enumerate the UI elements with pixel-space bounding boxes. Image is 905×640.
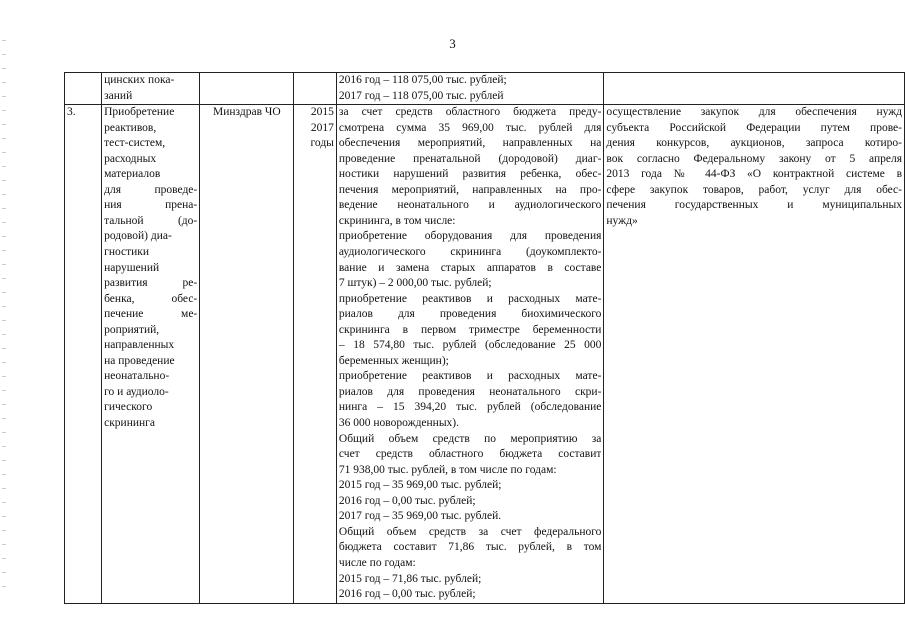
text-line: приобретение оборудования для проведения	[338, 230, 602, 243]
edge-mark	[2, 544, 6, 545]
text-line: 71 938,00 тыс. рублей, в том числе по годам:	[338, 463, 557, 476]
table-row-3	[65, 105, 905, 604]
text-line: реактивов,	[104, 121, 157, 134]
text-line: 2016 год – 118 075,00 тыс. рублей;	[338, 74, 507, 86]
text-line: приобретение реактивов и расходных мате-	[338, 370, 602, 383]
text-line: тест-систем,	[104, 137, 166, 150]
edge-mark	[2, 138, 6, 139]
edge-mark	[2, 348, 6, 349]
text-line: годы	[310, 137, 334, 150]
text-line: направленных	[104, 339, 175, 352]
text-line: 36 000 новорожденных).	[338, 417, 460, 430]
edge-mark	[2, 362, 6, 363]
edge-mark	[2, 110, 6, 111]
edge-mark	[2, 446, 6, 447]
text-line: субъекта Российской Федерации путем прове-	[606, 121, 902, 134]
edge-mark	[2, 152, 6, 153]
text-line: ведение неонатального и аудиологического	[338, 199, 602, 212]
measures-table	[64, 72, 905, 604]
edge-mark	[2, 390, 6, 391]
edge-mark	[2, 418, 6, 419]
text-line: печения государственных и муниципальных	[606, 199, 902, 212]
edge-mark	[2, 572, 6, 573]
edge-mark	[2, 54, 6, 55]
text-line: риалов для проведения биохимического	[338, 308, 602, 321]
text-line: печения мероприятий, направленных на про-	[338, 183, 602, 196]
text-line: проведение пренатальной (дородовой) диаг-	[338, 152, 602, 165]
text-line: бюджета составит 71,86 тыс. рублей, в том	[338, 541, 602, 554]
text-line: расходных	[104, 152, 157, 165]
text-line: за счет средств областного бюджета преду-	[338, 106, 602, 119]
edge-mark	[2, 488, 6, 489]
text-line: смотрена сумма 35 969,00 тыс. рублей для	[338, 121, 602, 134]
edge-mark	[2, 278, 6, 279]
edge-mark	[2, 376, 6, 377]
edge-mark	[2, 530, 6, 531]
text-line: на проведение	[104, 354, 175, 367]
edge-mark	[2, 474, 6, 475]
edge-mark	[2, 180, 6, 181]
text-line: аудиологического скрининга (доукомплекто-	[338, 246, 602, 259]
text-line: 2015 год – 35 969,00 тыс. рублей;	[338, 479, 502, 492]
text-line: риалов для проведения неонатального скри-	[338, 385, 602, 398]
text-line: дения конкурсов, аукционов, запроса котиро-	[606, 137, 902, 150]
text-line: Общий объем средств за счет федерального	[338, 525, 602, 538]
edge-mark	[2, 96, 6, 97]
text-line: вание и замена старых аппаратов в составе	[338, 261, 602, 274]
scan-edge-marks	[2, 40, 8, 600]
text-line: беременных женщин);	[338, 354, 449, 367]
edge-mark	[2, 404, 6, 405]
text-line: 2015	[310, 106, 334, 119]
cell-details	[336, 105, 604, 604]
edge-mark	[2, 82, 6, 83]
text-line: 7 штук) – 2 000,00 тыс. рублей;	[338, 277, 492, 290]
cell-details	[336, 73, 604, 105]
text-line: 2013 года № 44-ФЗ «О контрактной системе в	[606, 168, 902, 181]
edge-mark	[2, 222, 6, 223]
edge-mark	[2, 516, 6, 517]
text-line: 2017 год – 35 969,00 тыс. рублей.	[338, 510, 502, 523]
text-line: приобретение реактивов и расходных мате-	[338, 292, 602, 305]
text-line: ния прена-	[104, 199, 198, 212]
text-line: го и аудиоло-	[104, 385, 169, 398]
edge-mark	[2, 250, 6, 251]
text-line: роприятий,	[104, 323, 160, 336]
edge-mark	[2, 460, 6, 461]
text-line: тальной (до-	[104, 214, 198, 227]
text-line: 2017	[310, 121, 334, 134]
text-line: Приобретение	[104, 106, 175, 119]
text-line: нинга – 15 394,20 тыс. рублей (обследование	[338, 401, 602, 414]
edge-mark	[2, 236, 6, 237]
text-line: родовой) диа-	[104, 230, 172, 243]
text-line: скрининга	[104, 417, 155, 430]
edge-mark	[2, 306, 6, 307]
edge-mark	[2, 502, 6, 503]
text-line: – 18 574,80 тыс. рублей (обследование 25 000	[338, 339, 602, 352]
cell-years	[294, 105, 336, 604]
text-line: числе по годам:	[338, 556, 416, 569]
text-line: 2016 год – 0,00 тыс. рублей;	[338, 494, 476, 507]
text-line: вок согласно Федеральному закону от 5 апреля	[606, 152, 902, 165]
text-line: гностики	[104, 246, 150, 259]
text-line: заний	[104, 89, 133, 102]
text-line: Общий объем средств по мероприятию за	[338, 432, 602, 445]
cell-number	[65, 105, 102, 604]
text-line: гического	[104, 401, 153, 414]
text-line: осуществление закупок для обеспечения нужд	[606, 106, 902, 119]
cell-method	[604, 73, 905, 105]
edge-mark	[2, 432, 6, 433]
text-line: нужд»	[606, 214, 638, 227]
text-line: развития ре-	[104, 277, 198, 290]
text-line: бенка, обес-	[104, 292, 198, 305]
edge-mark	[2, 264, 6, 265]
edge-mark	[2, 208, 6, 209]
text-line: для проведе-	[104, 183, 198, 196]
edge-mark	[2, 586, 6, 587]
text-line: неонатально-	[104, 370, 170, 383]
cell-description	[102, 73, 200, 105]
text-line: 2016 год – 0,00 тыс. рублей;	[338, 588, 476, 601]
text-line: сфере закупок товаров, работ, услуг для обес-	[606, 183, 902, 196]
edge-mark	[2, 124, 6, 125]
edge-mark	[2, 166, 6, 167]
text-line: нарушений	[104, 261, 160, 274]
cell-method	[604, 105, 905, 604]
cell-years	[294, 73, 336, 105]
edge-mark	[2, 558, 6, 559]
text-line: счет средств областного бюджета составит	[338, 448, 602, 461]
text-line: 2015 год – 71,86 тыс. рублей;	[338, 572, 482, 585]
edge-mark	[2, 320, 6, 321]
executor-text: Минздрав ЧО	[213, 106, 281, 119]
text-line: ностики нарушений развития ребенка, обес-	[338, 168, 602, 181]
page-number: 3	[449, 36, 456, 51]
edge-mark	[2, 292, 6, 293]
edge-mark	[2, 334, 6, 335]
text-line: 2017 год – 118 075,00 тыс. рублей	[338, 89, 504, 102]
text-line: материалов	[104, 168, 161, 181]
table-row-continuation	[65, 73, 905, 105]
row-number: 3.	[67, 106, 76, 119]
text-line: скрининга, в том числе:	[338, 214, 456, 227]
text-line: цинских пока-	[104, 74, 175, 86]
cell-number	[65, 73, 102, 105]
cell-executor	[200, 105, 294, 604]
cell-executor	[200, 73, 294, 105]
text-line: обеспечения мероприятий, направленных на	[338, 137, 602, 150]
edge-mark	[2, 194, 6, 195]
cell-description	[102, 105, 200, 604]
text-line: скрининга в первом триместре беременности	[338, 323, 602, 336]
edge-mark	[2, 68, 6, 69]
text-line: печение ме-	[104, 308, 198, 321]
